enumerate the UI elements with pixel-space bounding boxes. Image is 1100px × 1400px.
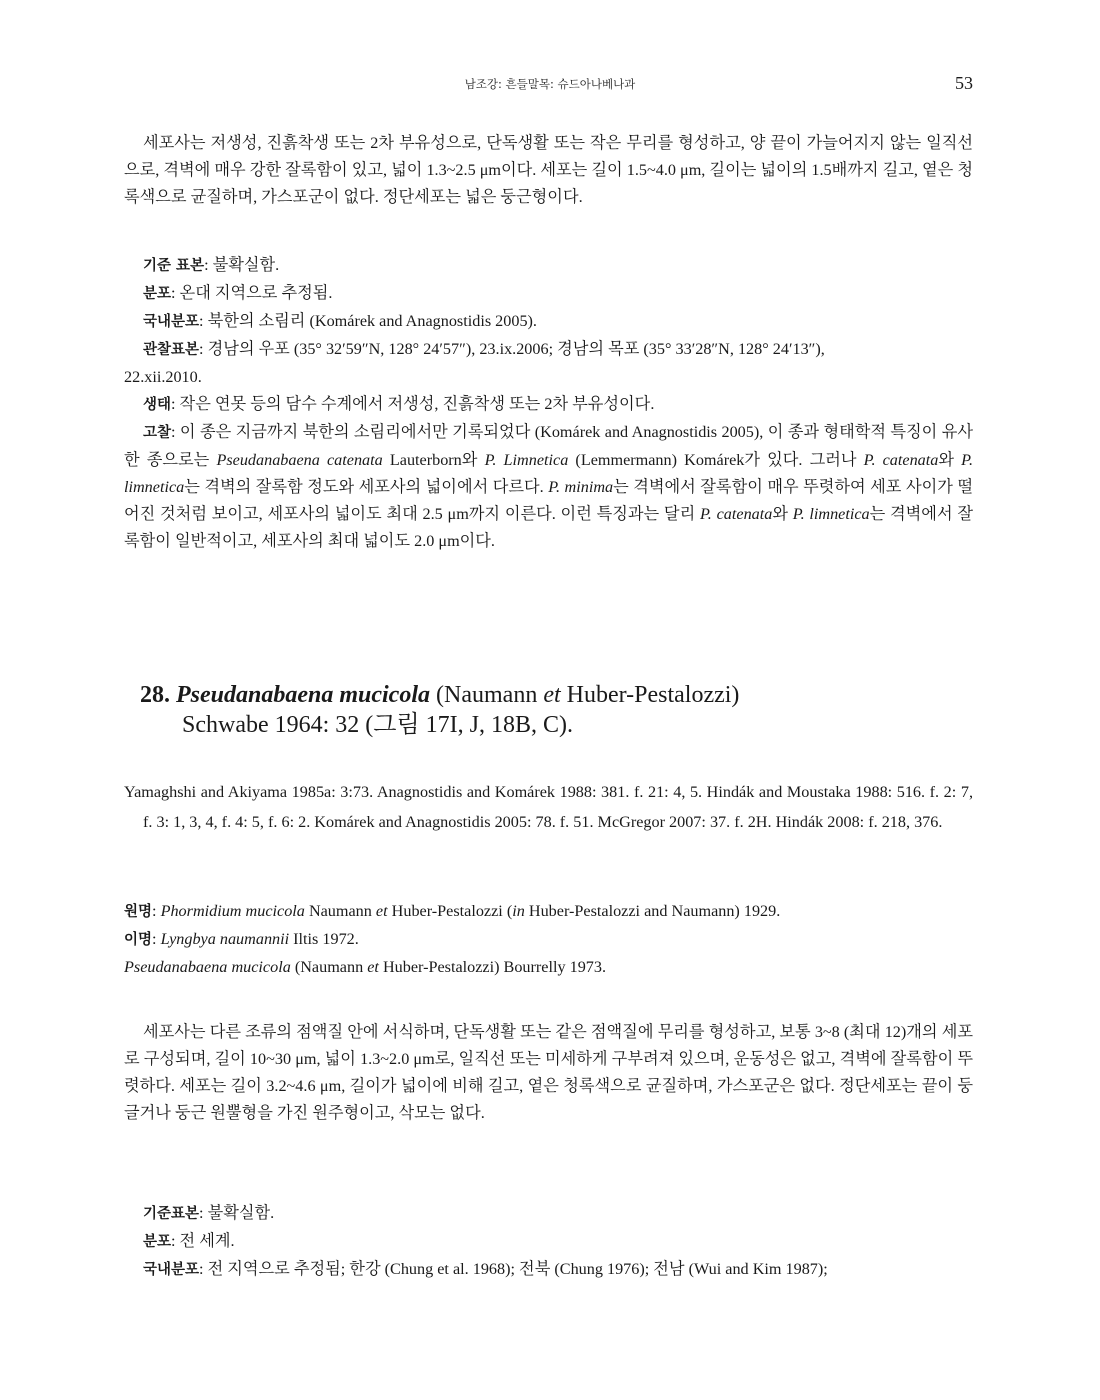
section2-fields (124, 1200, 973, 1284)
remarks-text: : 이 종은 지금까지 북한의 소림리에서만 기록되었다 (Komárek and Anagnostidis 2005), 이 종과 형태학적 특징이 유사한 종으로는 (124, 423, 973, 469)
species-authority: Huber-Pestalozzi) (560, 682, 740, 708)
remarks-text: 와 (938, 451, 962, 469)
distribution-line (124, 280, 973, 308)
section2-description-block (124, 1019, 973, 1127)
basionym-label: 원명 (124, 904, 153, 920)
running-header: 남조강: 흔들말목: 슈드아나베나과 (464, 77, 636, 91)
synonym2-line (124, 954, 973, 981)
observed-specimen-value: : 경남의 우포 (35° 32′59″N, 128° 24′57″), 23.ix.2006; 경남의 목포 (35° 33′28″N, 128° 24′13″), (199, 340, 825, 358)
korean-distribution-line-2 (124, 1256, 973, 1284)
section1-description: 세포사는 저생성, 진흙착생 또는 2차 부유성으로, 단독생활 또는 작은 무리를 형성하고, 양 끝이 가늘어지지 않는 일직선으로, 격벽에 매우 강한 잘록함이 있고, 넓이 1.3~2.5 μm이다. 세포는 길이 1.5~4.0 μm, 길이는 넓이의 1.5배까지 길고, 옅은 청록색으로 균질하며, 가스포군이 없다. 정단세포는 넓은 둥근형이다. (124, 134, 973, 206)
species-number: 28. (140, 682, 170, 708)
type-specimen-value-2: : 불확실함. (199, 1204, 275, 1222)
section1-description-block (124, 130, 973, 211)
remarks-label: 고찰 (143, 425, 172, 441)
remarks-text: 는 격벽에서 잘록함이 매우 뚜렷하여 세포 사이가 떨어진 것처럼 보이고, 세포사의 넓이도 최대 2.5 μm까지 이른다. 이런 특징과는 달리 (124, 478, 973, 523)
taxon-name: P. catenata (699, 505, 773, 523)
type-specimen-value: : 불확실함. (204, 256, 280, 274)
taxon-name: P. minima (548, 478, 614, 496)
taxon-name: P. limnetica (124, 451, 974, 496)
ecology-line (124, 391, 973, 419)
remarks-text: 는 격벽에서 잘록함이 일반적이고, 세포사의 최대 넓이도 2.0 μm이다. (124, 505, 973, 550)
basionym-name: Phormidium mucicola (160, 902, 305, 920)
synonyms-block (124, 898, 973, 981)
type-specimen-label: 기준 표본 (143, 258, 205, 274)
taxon-name: P. Limnetica (484, 451, 569, 469)
type-specimen-line-2 (124, 1200, 973, 1228)
korean-distribution-label-2: 국내분포 (143, 1262, 200, 1278)
species-heading-line2: Schwabe 1964: 32 (그림 17I, J, 18B, C). (182, 712, 574, 738)
distribution-value: : 온대 지역으로 추정됨. (171, 284, 333, 302)
synonym-line (124, 926, 973, 954)
synonym-authority: Iltis 1972. (289, 930, 359, 948)
separator: : (152, 930, 161, 948)
species-authority: (Naumann (430, 682, 544, 708)
synonym2-authority: (Naumann (290, 958, 368, 976)
taxon-name: Pseudanabaena catenata (216, 451, 383, 469)
ecology-value: : 작은 연못 등의 담수 수계에서 저생성, 진흙착생 또는 2차 부유성이다. (171, 395, 655, 413)
synonym2-authority: Huber-Pestalozzi) Bourrelly 1973. (378, 958, 607, 976)
section1-fields (124, 252, 973, 555)
synonym-name: Lyngbya naumannii (160, 930, 290, 948)
basionym-in: in (512, 902, 525, 920)
taxon-name: P. limnetica (792, 505, 870, 523)
observed-specimen-continuation: 22.xii.2010. (124, 368, 202, 386)
distribution-label: 분포 (143, 286, 172, 302)
distribution-line-2 (124, 1228, 973, 1256)
basionym-authority: Huber-Pestalozzi ( (387, 902, 513, 920)
basionym-authority: Huber-Pestalozzi and Naumann) 1929. (524, 902, 781, 920)
species-heading (140, 680, 980, 740)
species-authority-et: et (543, 682, 561, 708)
basionym-line (124, 898, 973, 926)
basionym-et: et (375, 902, 388, 920)
korean-distribution-value: : 북한의 소림리 (Komárek and Anagnostidis 2005). (199, 312, 537, 330)
species-heading-line1 (140, 680, 980, 710)
type-specimen-label-2: 기준표본 (143, 1206, 200, 1222)
korean-distribution-label: 국내분포 (143, 314, 200, 330)
distribution-value-2: : 전 세계. (171, 1232, 235, 1250)
ecology-label: 생태 (143, 397, 172, 413)
page-number: 53 (955, 73, 973, 93)
remarks-text: 와 (772, 505, 793, 523)
taxon-name: P. catenata (863, 451, 939, 469)
references-text: Yamaghshi and Akiyama 1985a: 3:73. Anagnostidis and Komárek 1988: 381. f. 21: 4, 5. Hindák and Moustaka 1988: 516. f. 2: 7, f. 3: 1, 3, 4, f. 4: 5, f. 6: 2. Komárek and Anagnostidis 2005: 78. f. 51. McGregor 2007: 37. f. 2H. Hindák 2008: f. 218, 376. (124, 783, 973, 831)
observed-specimen-line (124, 336, 973, 364)
observed-specimen-label: 관찰표본 (143, 342, 200, 358)
references-block (124, 778, 973, 837)
remarks-text: (Lemmermann) Komárek가 있다. 그러나 (568, 451, 864, 469)
separator: : (152, 902, 161, 920)
remarks-text: 는 격벽의 잘록함 정도와 세포사의 넓이에서 다르다. (184, 478, 549, 496)
remarks-text: Lauterborn와 (382, 451, 485, 469)
basionym-authority: Naumann (304, 902, 376, 920)
distribution-label-2: 분포 (143, 1234, 172, 1250)
remarks-paragraph (124, 419, 973, 555)
synonym2-et: et (367, 958, 379, 976)
species-name: Pseudanabaena mucicola (176, 682, 431, 708)
korean-distribution-line (124, 308, 973, 336)
type-specimen-line (124, 252, 973, 280)
synonym2-name: Pseudanabaena mucicola (124, 958, 291, 976)
korean-distribution-value-2: : 전 지역으로 추정됨; 한강 (Chung et al. 1968); 전북 (Chung 1976); 전남 (Wui and Kim 1987); (199, 1260, 828, 1278)
section2-description: 세포사는 다른 조류의 점액질 안에 서식하며, 단독생활 또는 같은 점액질에 무리를 형성하고, 보통 3~8 (최대 12)개의 세포로 구성되며, 길이 10~30 μm, 넓이 1.3~2.0 μm로, 일직선 또는 미세하게 구부려져 있으며, 운동성은 없고, 격벽에 잘록함이 뚜렷하다. 세포는 길이 3.2~4.6 μm, 길이가 넓이에 비해 길고, 옅은 청록색으로 균질하며, 가스포군은 없다. 정단세포는 끝이 둥글거나 둥근 원뿔형을 가진 원주형이고, 삭모는 없다. (124, 1023, 973, 1122)
synonym-label: 이명 (124, 932, 153, 948)
